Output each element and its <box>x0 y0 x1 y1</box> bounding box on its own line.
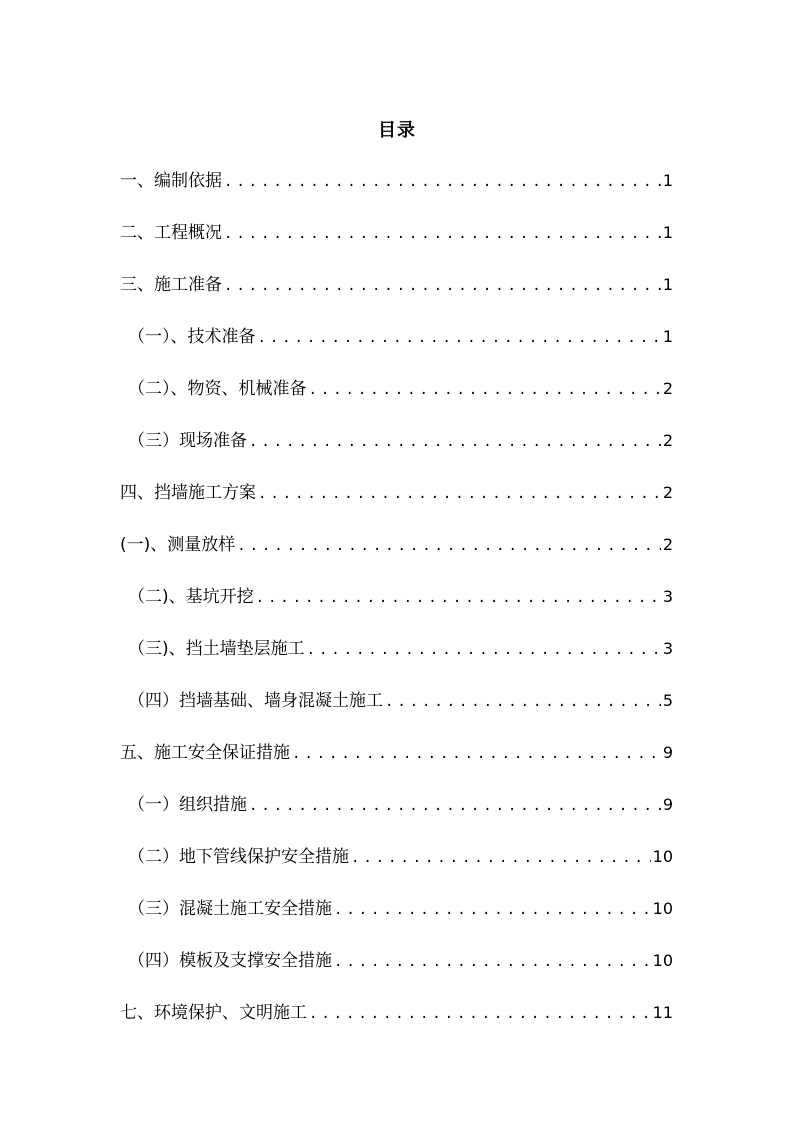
toc-entry <box>120 324 673 376</box>
toc-entry <box>120 896 673 948</box>
toc-entry <box>120 376 673 428</box>
toc-entry <box>120 220 673 272</box>
toc-entry-label: （三）混凝土施工安全措施 <box>128 899 332 919</box>
toc-entry-label: （三)、挡土墙垫层施工 <box>128 639 305 659</box>
toc-dot-leader <box>249 793 661 819</box>
toc-entry-page: 9 <box>662 795 673 814</box>
toc-entry <box>120 272 673 324</box>
toc-entry-label: 二、工程概况 <box>120 223 222 243</box>
toc-dot-leader <box>334 897 651 923</box>
toc-entry-page: 11 <box>652 1003 673 1022</box>
toc-entry-label: 三、施工准备 <box>120 275 222 295</box>
toc-entry-page: 9 <box>662 743 673 762</box>
toc-dot-leader <box>385 689 661 715</box>
toc-dot-leader <box>258 481 661 507</box>
toc-entry <box>120 428 673 480</box>
toc-entry-label: 四、挡墙施工方案 <box>120 483 256 503</box>
toc-entry <box>120 844 673 896</box>
toc-entry-label: （一）组织措施 <box>128 795 247 815</box>
toc-entry-label: 五、施工安全保证措施 <box>120 743 290 763</box>
toc-entry-page: 1 <box>662 223 673 242</box>
toc-dot-leader <box>307 637 661 663</box>
toc-dot-leader <box>249 429 661 455</box>
toc-dot-leader <box>237 533 661 559</box>
toc-entry <box>120 168 673 220</box>
toc-dot-leader <box>309 1001 651 1027</box>
toc-entry-page: 3 <box>662 587 673 606</box>
toc-entry-label: （三）现场准备 <box>128 431 247 451</box>
toc-entry <box>120 740 673 792</box>
toc-entry-label: 一、编制依据 <box>120 171 222 191</box>
toc-entry <box>120 688 673 740</box>
toc-entry-page: 2 <box>662 483 673 502</box>
toc-entry <box>120 1000 673 1052</box>
toc-entry-label: （一）、技术准备 <box>128 327 256 347</box>
toc-entry-page: 10 <box>652 899 673 918</box>
toc-entry <box>120 636 673 688</box>
toc-dot-leader <box>258 325 661 351</box>
toc-dot-leader <box>224 273 661 299</box>
toc-entry-label: （二)、基坑开挖 <box>128 587 254 607</box>
toc-entry-page: 10 <box>652 951 673 970</box>
toc-dot-leader <box>224 221 661 247</box>
toc-entry <box>120 480 673 532</box>
toc-entry <box>120 948 673 1000</box>
toc-dot-leader <box>351 845 651 871</box>
toc-entry <box>120 584 673 636</box>
toc-title: 目录 <box>378 120 416 141</box>
toc-entry-page: 1 <box>662 327 673 346</box>
toc-entry-page: 10 <box>652 847 673 866</box>
toc-entry-page: 3 <box>662 639 673 658</box>
toc-entry-page: 1 <box>662 171 673 190</box>
toc-entry-label: （四）模板及支撑安全措施 <box>128 951 332 971</box>
toc-entry-page: 2 <box>662 431 673 450</box>
toc-entry-page: 2 <box>662 379 673 398</box>
toc-entry-label: 七、环境保护、文明施工 <box>120 1003 307 1023</box>
toc-entry-page: 5 <box>662 691 673 710</box>
toc-entry-page: 1 <box>662 275 673 294</box>
toc-dot-leader <box>256 585 661 611</box>
toc-list <box>120 168 673 1052</box>
toc-entry-label: (一)、测量放样 <box>120 535 236 555</box>
toc-dot-leader <box>309 377 661 403</box>
toc-entry-label: （四）挡墙基础、墙身混凝土施工 <box>128 691 383 711</box>
toc-entry-label: （二）、物资、机械准备 <box>128 379 307 399</box>
toc-dot-leader <box>224 169 661 195</box>
toc-dot-leader <box>292 741 661 767</box>
toc-entry <box>120 532 673 584</box>
toc-entry <box>120 792 673 844</box>
toc-dot-leader <box>334 949 651 975</box>
toc-entry-page: 2 <box>662 535 673 554</box>
toc-entry-label: （二）地下管线保护安全措施 <box>128 847 349 867</box>
